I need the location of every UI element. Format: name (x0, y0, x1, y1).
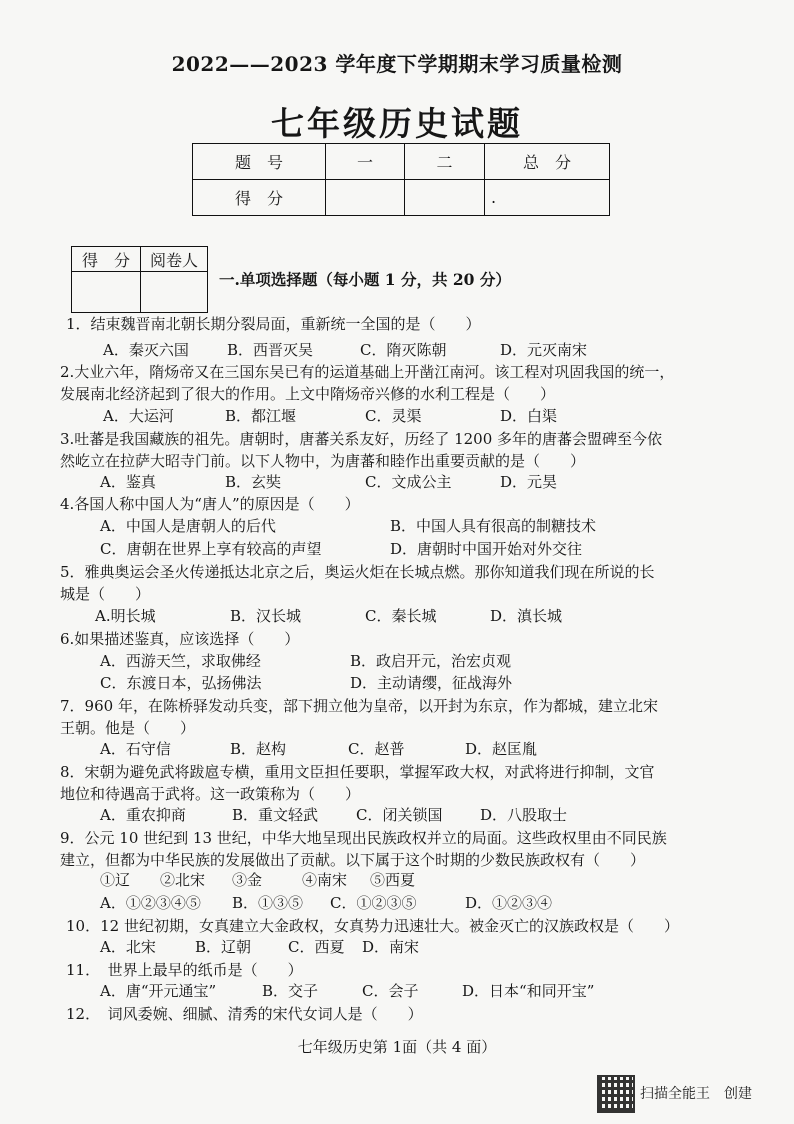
q2-option-c: C．灵渠 (365, 407, 422, 425)
question-8-line-1: 8．宋朝为避免武将跋扈专横，重用文臣担任要职，掌握军政大权，对武将进行抑制，文官 (60, 763, 655, 781)
q6-option-d: D．主动请缨，征战海外 (350, 674, 513, 692)
q9-item-3: ③金 (232, 871, 263, 889)
q8-option-d: D．八股取士 (480, 806, 568, 824)
question-7-line-1: 7．960 年，在陈桥驿发动兵变，部下拥立他为皇帝，以开封为东京，作为都城，建立北宋 (60, 697, 658, 715)
question-9-line-2: 建立，但都为中华民族的发展做出了贡献。以下属于这个时期的少数民族政权有（ ） (60, 851, 646, 869)
q11-option-a: A．唐“开元通宝” (100, 982, 217, 1000)
q9-option-a: A．①②③④⑤ (100, 894, 201, 912)
score-cell-total: . (485, 180, 610, 216)
q10-option-a: A．北宋 (100, 938, 156, 956)
question-2-line-2: 发展南北经济起到了很大的作用。上文中隋炀帝兴修的水利工程是（ ） (60, 385, 556, 403)
q6-option-c: C．东渡日本，弘扬佛法 (100, 674, 262, 692)
q8-option-c: C．闭关锁国 (356, 806, 443, 824)
score-cell-part-1 (326, 180, 405, 216)
question-7-line-2: 王朝。他是（ ） (60, 719, 196, 737)
section-heading: 一.单项选择题（每小题 1 分，共 20 分） (219, 270, 511, 289)
score-header-part-1: 一 (326, 144, 405, 180)
question-5-line-1: 5．雅典奥运会圣火传递抵达北京之后，奥运火炬在长城点燃。那你知道我们现在所说的长 (60, 563, 655, 581)
q3-option-b: B．玄奘 (225, 473, 282, 491)
score-header-part-2: 二 (405, 144, 485, 180)
score-table (192, 143, 610, 216)
question-10: 10．12 世纪初期，女真建立大金政权，女真势力迅速壮大。被金灭亡的汉族政权是（ ） (66, 917, 679, 935)
q2-option-d: D．白渠 (500, 407, 558, 425)
grader-header-marker: 阅卷人 (141, 247, 208, 272)
q1-option-a: A．秦灭六国 (103, 341, 189, 359)
question-5-line-2: 城是（ ） (60, 585, 151, 603)
question-2-line-1: 2.大业六年，隋炀帝又在三国东吴已有的运道基础上开凿江南河。该工程对巩固我国的统一， (60, 363, 675, 381)
q9-option-d: D．①②③④ (465, 894, 553, 912)
q9-item-5: ⑤西夏 (370, 871, 416, 889)
page-footer: 七年级历史第 1面（共 4 面） (297, 1038, 497, 1056)
q9-item-4: ④南宋 (302, 871, 348, 889)
question-8-line-2: 地位和待遇高于武将。这一政策称为（ ） (60, 785, 361, 803)
grader-table (71, 246, 208, 313)
q9-item-2: ②北宋 (160, 871, 206, 889)
q11-option-b: B．交子 (262, 982, 319, 1000)
page-title: 七年级历史试题 (271, 104, 523, 143)
grader-header-row (72, 247, 208, 272)
q10-option-b: B．辽朝 (195, 938, 252, 956)
question-6: 6.如果描述鉴真，应该选择（ ） (60, 630, 300, 648)
question-4: 4.各国人称中国人为“唐人”的原因是（ ） (60, 495, 360, 513)
qr-code-icon (597, 1075, 635, 1113)
q6-option-a: A．西游天竺，求取佛经 (100, 652, 261, 670)
grader-cell-marker (141, 272, 208, 313)
scanner-watermark: 扫描全能王 创建 (640, 1086, 752, 1102)
q5-option-d: D．滇长城 (490, 607, 563, 625)
q10-option-c: C．西夏 (288, 938, 345, 956)
score-table-header-row (193, 144, 610, 180)
q9-option-b: B．①③⑤ (232, 894, 304, 912)
score-row-label: 得 分 (193, 180, 326, 216)
q3-option-c: C．文成公主 (365, 473, 452, 491)
score-cell-part-2 (405, 180, 485, 216)
q3-option-d: D．元昊 (500, 473, 558, 491)
q11-option-d: D．日本“和同开宝” (462, 982, 595, 1000)
question-11: 11． 世界上最早的纸币是（ ） (66, 961, 303, 979)
score-header-total: 总 分 (485, 144, 610, 180)
question-12: 12． 词风委婉、细腻、清秀的宋代女词人是（ ） (66, 1005, 423, 1023)
q8-option-b: B．重文轻武 (232, 806, 319, 824)
question-9-line-1: 9．公元 10 世纪到 13 世纪，中华大地呈现出民族政权并立的局面。这些政权里由不同民族 (60, 829, 667, 847)
q5-option-c: C．秦长城 (365, 607, 437, 625)
q4-option-b: B．中国人具有很高的制糖技术 (390, 517, 597, 535)
q9-item-1: ①辽 (100, 871, 131, 889)
score-table-value-row (193, 180, 610, 216)
q5-option-b: B．汉长城 (230, 607, 302, 625)
q4-option-a: A．中国人是唐朝人的后代 (100, 517, 276, 535)
q1-option-b: B．西晋灭吴 (227, 341, 314, 359)
q1-option-d: D．元灭南宋 (500, 341, 588, 359)
score-header-question-no: 题 号 (193, 144, 326, 180)
grader-cell-score (72, 272, 141, 313)
q10-option-d: D．南宋 (362, 938, 420, 956)
q2-option-b: B．都江堰 (225, 407, 297, 425)
q4-option-c: C．唐朝在世界上享有较高的声望 (100, 540, 322, 558)
q11-option-c: C．会子 (362, 982, 419, 1000)
q9-option-c: C．①②③⑤ (330, 894, 417, 912)
q4-option-d: D．唐朝时中国开始对外交往 (390, 540, 583, 558)
exam-heading: 2022——2023 学年度下学期期末学习质量检测 (171, 52, 623, 76)
question-1: 1．结束魏晋南北朝长期分裂局面，重新统一全国的是（ ） (66, 315, 481, 333)
question-3-line-2: 然屹立在拉萨大昭寺门前。以下人物中，为唐蕃和睦作出重要贡献的是（ ） (60, 452, 586, 470)
q1-option-c: C．隋灭陈朝 (360, 341, 447, 359)
q7-option-a: A．石守信 (100, 740, 171, 758)
grader-header-score: 得 分 (72, 247, 141, 272)
grader-value-row (72, 272, 208, 313)
q7-option-d: D．赵匡胤 (465, 740, 538, 758)
q5-option-a: A.明长城 (95, 607, 156, 625)
q3-option-a: A．鉴真 (100, 473, 156, 491)
q8-option-a: A．重农抑商 (100, 806, 186, 824)
q2-option-a: A．大运河 (103, 407, 174, 425)
q7-option-c: C．赵普 (348, 740, 405, 758)
q6-option-b: B．政启开元，治宏贞观 (350, 652, 512, 670)
q7-option-b: B．赵构 (230, 740, 287, 758)
question-3-line-1: 3.吐蕃是我国藏族的祖先。唐朝时，唐蕃关系友好，历经了 1200 多年的唐蕃会盟碑至今依 (60, 430, 663, 448)
